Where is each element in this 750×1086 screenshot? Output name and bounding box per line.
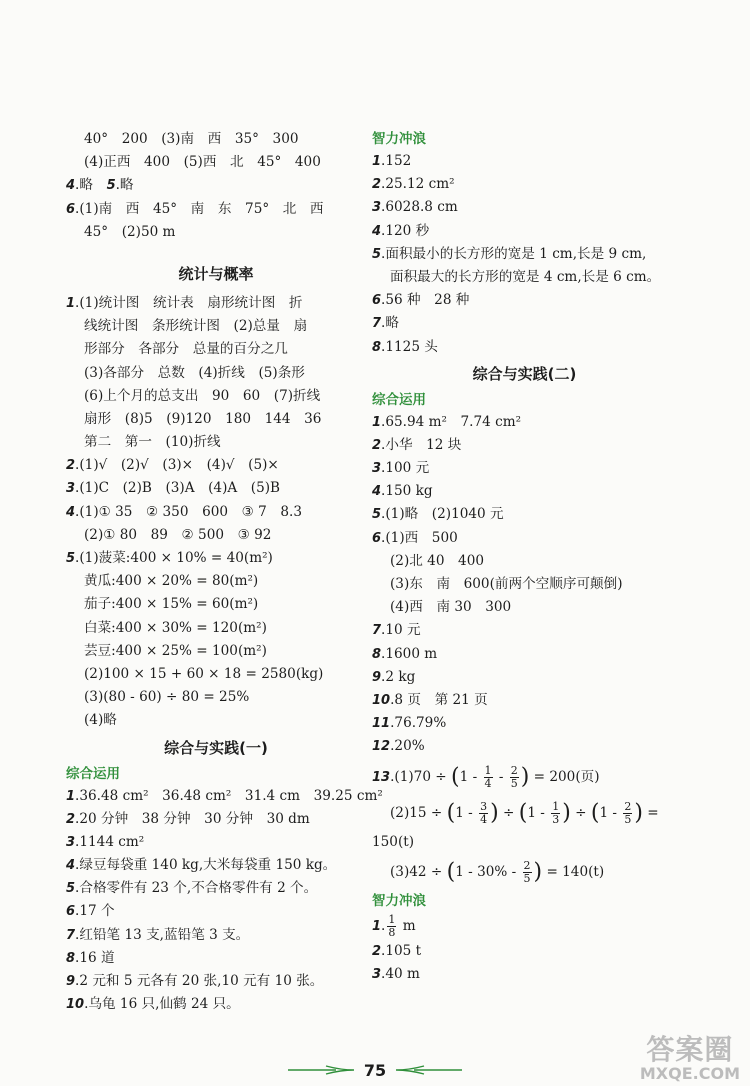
question-number: 7 bbox=[372, 623, 382, 639]
numerator: 2 bbox=[523, 858, 531, 872]
question-number: 3 bbox=[66, 834, 76, 850]
paren: ) bbox=[634, 800, 643, 825]
answer-text: 茄子:400 × 15% = 60(m²) bbox=[84, 596, 259, 613]
formula-text: 1 - bbox=[599, 804, 622, 821]
question-number: 2 bbox=[372, 177, 382, 193]
answer-line bbox=[372, 196, 677, 219]
answer-line bbox=[372, 573, 677, 596]
answer-line bbox=[66, 547, 366, 570]
left-ornament-icon bbox=[286, 1065, 356, 1075]
question-number: 10 bbox=[66, 997, 85, 1013]
subsection-heading: 综合运用 bbox=[66, 765, 120, 782]
answer-text: .1600 m bbox=[381, 645, 438, 662]
answer-line bbox=[372, 666, 677, 689]
fraction bbox=[551, 801, 560, 826]
answer-text: 线统计图 条形统计图 (2)总量 扇 bbox=[84, 318, 308, 335]
answer-line-13a bbox=[372, 759, 677, 795]
formula-text: .(1)70 ÷ bbox=[390, 768, 452, 785]
question-number: 4 bbox=[66, 858, 76, 874]
denominator: 5 bbox=[510, 776, 518, 790]
answer-text: .(1)略 (2)1040 元 bbox=[381, 506, 504, 523]
practice-2-answers bbox=[372, 411, 677, 759]
denominator: 5 bbox=[624, 812, 632, 826]
answer-line bbox=[372, 312, 677, 335]
answer-text: (4)略 bbox=[84, 712, 117, 729]
answer-line bbox=[372, 643, 677, 666]
answer-text: m bbox=[398, 917, 416, 934]
answer-text: .(1)西 500 bbox=[381, 529, 458, 546]
answer-text: (6)上个月的总支出 90 60 (7)折线 bbox=[84, 387, 321, 404]
answer-text: 形部分 各部分 总量的百分之几 bbox=[84, 341, 288, 358]
page-number: 75 bbox=[363, 1060, 387, 1080]
answer-text: (3)各部分 总数 (4)折线 (5)条形 bbox=[84, 364, 305, 381]
question-number: 6 bbox=[372, 293, 382, 309]
question-number: 1 bbox=[372, 154, 382, 169]
answer-line bbox=[372, 150, 677, 173]
formula-text: = 140(t) bbox=[542, 863, 605, 880]
answer-text: (2)100 × 15 + 60 × 18 = 2580(kg) bbox=[84, 665, 324, 682]
question-number: 5 bbox=[66, 881, 76, 897]
question-number: 6 bbox=[372, 530, 382, 546]
answer-text: .6028.8 cm bbox=[381, 199, 458, 216]
answer-text: (2)北 40 400 bbox=[390, 552, 485, 569]
practice-1-answers bbox=[66, 785, 383, 1017]
answer-line bbox=[372, 963, 677, 986]
fraction bbox=[523, 860, 532, 885]
answer-line bbox=[66, 198, 366, 221]
answer-line bbox=[66, 808, 366, 831]
question-number: 3 bbox=[372, 200, 382, 216]
denominator: 4 bbox=[484, 776, 492, 790]
answer-line: 45° (2)50 m bbox=[84, 223, 176, 240]
paren: ) bbox=[533, 859, 543, 885]
answer-text: .152 bbox=[381, 153, 412, 169]
question-number: 2 bbox=[372, 437, 382, 453]
answer-line bbox=[372, 940, 677, 963]
formula-text: ÷ bbox=[498, 804, 519, 821]
answer-text: .120 秒 bbox=[381, 222, 430, 239]
question-number: 6 bbox=[66, 904, 76, 920]
answer-line bbox=[66, 663, 366, 686]
answer-line bbox=[66, 924, 366, 947]
subsection-heading: 综合运用 bbox=[372, 391, 426, 408]
paren: ( bbox=[446, 800, 456, 825]
answer-line bbox=[66, 477, 366, 500]
question-number: 12 bbox=[372, 739, 391, 755]
answer-text: .20% bbox=[390, 738, 425, 755]
answer-line bbox=[66, 877, 366, 900]
answer-text: .(1)√ (2)√ (3)× (4)√ (5)× bbox=[75, 457, 279, 474]
question-number: 8 bbox=[372, 646, 382, 662]
answer-text: . bbox=[381, 917, 386, 934]
answer-line bbox=[66, 362, 366, 385]
question-number: 2 bbox=[66, 811, 76, 827]
answer-line bbox=[66, 854, 366, 877]
paren: ( bbox=[446, 859, 456, 885]
answer-text: .略 bbox=[381, 315, 399, 332]
answer-line bbox=[66, 454, 366, 477]
fraction bbox=[479, 801, 488, 826]
answer-text: 芸豆:400 × 25% = 100(m²) bbox=[84, 642, 267, 659]
question-number: 2 bbox=[372, 943, 382, 959]
answer-text: .1144 cm² bbox=[75, 833, 145, 850]
denominator: 3 bbox=[552, 812, 560, 826]
watermark-line1: 答案圈 bbox=[646, 1033, 734, 1066]
answer-line bbox=[66, 709, 366, 732]
question-number: 5 bbox=[66, 551, 76, 566]
watermark-line2: MXQE.COM bbox=[639, 1064, 740, 1083]
formula-text: 1 - bbox=[459, 768, 482, 785]
numerator: 1 bbox=[388, 912, 396, 926]
answer-text: .1125 头 bbox=[381, 338, 438, 355]
answer-line bbox=[372, 289, 677, 312]
answer-line bbox=[372, 434, 677, 457]
answer-line bbox=[66, 570, 366, 593]
answer-text: .(1)南 西 45° 南 东 75° 北 西 bbox=[75, 200, 324, 217]
question-number: 2 bbox=[66, 458, 76, 474]
answer-text: .105 t bbox=[381, 942, 422, 959]
answer-text: 扇形 (8)5 (9)120 180 144 36 bbox=[84, 410, 322, 427]
answer-text: (4)西 南 30 300 bbox=[390, 599, 512, 616]
answer-line bbox=[66, 315, 366, 338]
answer-line-13c bbox=[372, 854, 677, 890]
answer-line bbox=[66, 338, 366, 361]
answer-line-13b bbox=[372, 795, 677, 831]
answer-line bbox=[372, 173, 677, 196]
statistics-answers bbox=[66, 292, 366, 733]
answer-line bbox=[372, 689, 677, 712]
answer-line bbox=[66, 617, 366, 640]
answer-text: .40 m bbox=[381, 965, 420, 982]
question-number: 1 bbox=[372, 414, 382, 430]
formula-text: 1 - bbox=[527, 804, 550, 821]
formula-text: = bbox=[642, 804, 659, 821]
paren: ) bbox=[490, 800, 499, 825]
question-number: 4 bbox=[66, 178, 76, 194]
answer-line bbox=[66, 593, 366, 616]
answer-line bbox=[66, 686, 366, 709]
numerator: 2 bbox=[510, 763, 518, 777]
page-footer bbox=[0, 1058, 750, 1082]
answer-text: .56 种 28 种 bbox=[381, 292, 470, 309]
answer-line bbox=[372, 596, 677, 619]
question-number: 7 bbox=[66, 927, 76, 943]
right-column bbox=[372, 128, 677, 986]
question-number: 5 bbox=[372, 507, 382, 523]
answer-line bbox=[372, 550, 677, 573]
question-number: 1 bbox=[372, 918, 382, 934]
answer-text: .16 道 bbox=[75, 949, 115, 966]
section-title-practice-2: 综合与实践(二) bbox=[472, 364, 577, 383]
formula-text: (3)42 ÷ bbox=[390, 863, 447, 880]
answer-text: .略 bbox=[75, 177, 107, 194]
section-title-statistics: 统计与概率 bbox=[178, 264, 254, 283]
fraction bbox=[387, 914, 396, 939]
fraction bbox=[484, 765, 493, 790]
answer-text: 面积最大的长方形的宽是 4 cm,长是 6 cm。 bbox=[390, 268, 661, 285]
answer-text: .(1)菠菜:400 × 10% = 40(m²) bbox=[75, 550, 273, 566]
brain-teaser-answers bbox=[372, 150, 677, 359]
question-number: 7 bbox=[372, 316, 382, 332]
answer-line bbox=[372, 619, 677, 642]
answer-line bbox=[66, 970, 366, 993]
answer-text: .(1)C (2)B (3)A (4)A (5)B bbox=[75, 480, 281, 497]
answer-text: 黄瓜:400 × 20% = 80(m²) bbox=[84, 573, 259, 590]
answer-text: .36.48 cm² 36.48 cm² 31.4 cm 39.25 cm² bbox=[75, 787, 383, 804]
answer-line bbox=[372, 480, 677, 503]
subsection-heading: 智力冲浪 bbox=[372, 892, 426, 909]
answer-line bbox=[372, 220, 677, 243]
left-column bbox=[66, 128, 383, 1016]
answer-line bbox=[66, 640, 366, 663]
answer-text: .2 kg bbox=[381, 668, 416, 685]
answer-line bbox=[66, 408, 366, 431]
answer-text: .17 个 bbox=[75, 903, 115, 920]
question-number: 3 bbox=[66, 481, 76, 497]
answer-line bbox=[66, 385, 366, 408]
question-number: 1 bbox=[66, 788, 76, 804]
answer-text: .(1)统计图 统计表 扇形统计图 折 bbox=[75, 294, 303, 311]
answer-text: .2 元和 5 元各有 20 张,10 元有 10 张。 bbox=[75, 973, 324, 989]
question-number: 3 bbox=[372, 461, 382, 477]
answer-line bbox=[372, 411, 677, 434]
answer-text: (3)(80 - 60) ÷ 80 = 25% bbox=[84, 689, 250, 706]
numerator: 2 bbox=[624, 799, 632, 813]
section-title-practice-1: 综合与实践(一) bbox=[164, 738, 268, 757]
answer-text: .合格零件有 23 个,不合格零件有 2 个。 bbox=[75, 880, 318, 897]
question-number: 5 bbox=[372, 246, 382, 262]
formula-text: 1 - 30% - bbox=[455, 863, 521, 880]
answer-line bbox=[372, 243, 677, 266]
answer-line: 40° 200 (3)南 西 35° 300 bbox=[84, 131, 299, 147]
answer-text: .76.79% bbox=[390, 715, 447, 732]
question-number: 6 bbox=[66, 201, 76, 217]
answer-line: 150(t) bbox=[372, 833, 415, 850]
question-number: 8 bbox=[372, 339, 382, 355]
answer-text: .8 页 第 21 页 bbox=[390, 691, 488, 708]
paren: ( bbox=[518, 800, 528, 825]
paren: ( bbox=[451, 764, 460, 789]
question-number: 9 bbox=[372, 669, 382, 685]
answer-line bbox=[372, 457, 677, 480]
answer-text: (3)东 南 600(前两个空顺序可颠倒) bbox=[390, 576, 623, 592]
answer-line bbox=[66, 174, 366, 197]
fraction bbox=[623, 801, 632, 826]
answer-line: (4)正西 400 (5)西 北 45° 400 bbox=[84, 154, 321, 171]
subsection-heading: 智力冲浪 bbox=[372, 131, 426, 147]
paren: ) bbox=[520, 764, 530, 789]
answer-line bbox=[372, 735, 677, 758]
formula-text: (2)15 ÷ bbox=[390, 804, 447, 821]
fraction bbox=[510, 765, 519, 790]
answer-line bbox=[66, 431, 366, 454]
paren: ) bbox=[562, 800, 571, 825]
question-number: 8 bbox=[66, 950, 76, 966]
answer-text: .25.12 cm² bbox=[381, 176, 455, 193]
answer-line bbox=[66, 831, 366, 854]
right-ornament-icon bbox=[394, 1065, 464, 1075]
question-number: 10 bbox=[372, 692, 391, 708]
answer-text: .红铅笔 13 支,蓝铅笔 3 支。 bbox=[75, 926, 250, 943]
question-number: 4 bbox=[372, 484, 382, 500]
question-number: 4 bbox=[66, 504, 76, 520]
answer-line bbox=[372, 266, 677, 289]
answer-line bbox=[66, 993, 366, 1016]
question-number: 13 bbox=[372, 769, 391, 785]
question-number: 3 bbox=[372, 966, 382, 982]
answer-text: .面积最小的长方形的宽是 1 cm,长是 9 cm, bbox=[381, 245, 647, 262]
formula-text: = 200(页) bbox=[529, 768, 600, 785]
answer-line bbox=[372, 503, 677, 526]
formula-text: - bbox=[494, 768, 508, 785]
numerator: 1 bbox=[552, 799, 560, 813]
answer-text: (2)① 80 89 ② 500 ③ 92 bbox=[84, 526, 272, 543]
site-watermark bbox=[640, 1028, 740, 1083]
answer-text: .乌龟 16 只,仙鹤 24 只。 bbox=[84, 996, 240, 1013]
denominator: 8 bbox=[388, 925, 396, 939]
answer-text: .绿豆每袋重 140 kg,大米每袋重 150 kg。 bbox=[75, 857, 337, 874]
question-number: 1 bbox=[66, 295, 76, 311]
answer-line bbox=[66, 947, 366, 970]
denominator: 5 bbox=[523, 871, 531, 885]
answer-text: .100 元 bbox=[381, 460, 430, 477]
answer-text: .小华 12 块 bbox=[381, 436, 462, 453]
answer-line bbox=[66, 292, 366, 315]
question-number: 9 bbox=[66, 974, 76, 989]
answer-text: .150 kg bbox=[381, 483, 433, 500]
answer-line bbox=[66, 501, 366, 524]
answer-text: .10 元 bbox=[381, 622, 421, 639]
numerator: 3 bbox=[480, 799, 488, 813]
paren: ( bbox=[590, 800, 600, 825]
answer-line bbox=[66, 785, 383, 808]
answer-text: .略 bbox=[115, 177, 134, 194]
answer-line bbox=[372, 527, 677, 550]
formula-text: ÷ bbox=[570, 804, 591, 821]
answer-line bbox=[372, 712, 677, 735]
denominator: 4 bbox=[480, 812, 488, 826]
answer-line bbox=[372, 336, 677, 359]
answer-line bbox=[66, 900, 366, 923]
question-number: 5 bbox=[106, 178, 116, 194]
question-number: 11 bbox=[372, 716, 391, 732]
answer-line bbox=[66, 524, 366, 547]
brain-teaser-2-answers bbox=[372, 940, 677, 986]
answer-text: .65.94 m² 7.74 cm² bbox=[381, 413, 522, 430]
formula-text: 1 - bbox=[455, 804, 478, 821]
answer-line bbox=[372, 912, 677, 940]
numerator: 1 bbox=[484, 763, 492, 777]
answer-text: .20 分钟 38 分钟 30 分钟 30 dm bbox=[75, 810, 310, 827]
answer-text: 白菜:400 × 30% = 120(m²) bbox=[84, 619, 267, 636]
answer-text: 第二 第一 (10)折线 bbox=[84, 434, 221, 451]
question-number: 4 bbox=[372, 223, 382, 239]
answer-text: .(1)① 35 ② 350 600 ③ 7 8.3 bbox=[75, 503, 302, 520]
